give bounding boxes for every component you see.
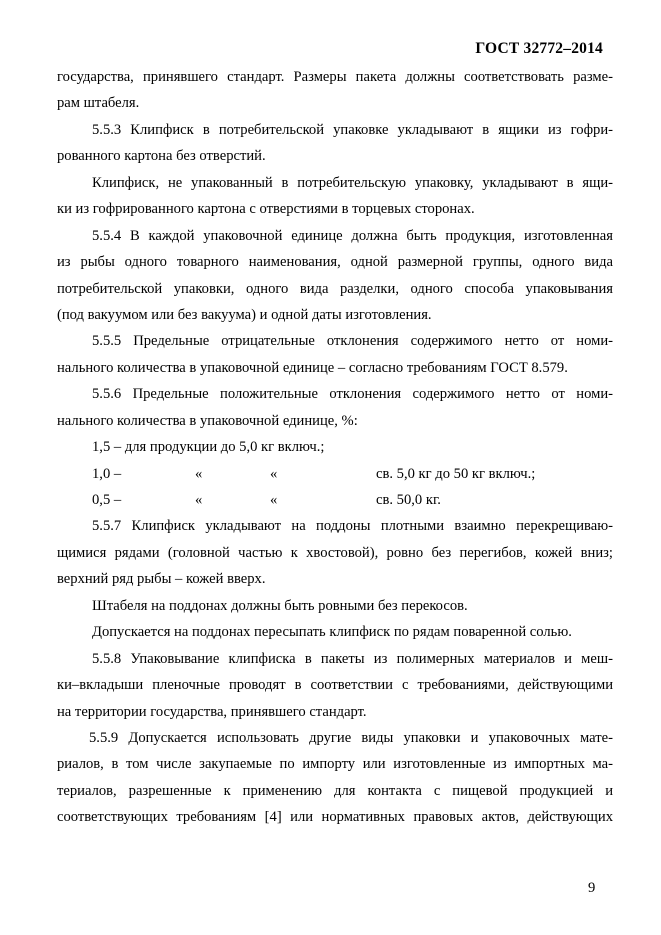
text-line: Клипфиск, не упакованный в потребительскую упаковку, укладывают в ящи- [92,174,613,191]
text-line: ки–вкладыши пленочные проводят в соответствии с требованиями, действующими [57,677,613,694]
text-line: 5.5.3 Клипфиск в потребительской упаковке укладывают в ящики из гофри- [92,121,613,138]
text-line: 1,5 – для продукции до 5,0 кг включ.; [92,439,325,456]
weight-range: св. 5,0 кг до 50 кг включ.; [376,465,536,482]
ditto-mark: « [270,492,278,508]
text-line: нального количества в упаковочной единице, %: [57,412,358,429]
text-line: Штабеля на поддонах должны быть ровными без перекосов. [92,597,468,614]
document-header: ГОСТ 32772–2014 [475,40,603,57]
tolerance-row [57,461,613,487]
text-line: потребительской упаковки, одного вида разделки, одного способа упаковывания [57,280,613,297]
text-line: 5.5.7 Клипфиск укладывают на поддоны плотными взаимно перекрещиваю- [92,518,613,535]
text-line: Допускается на поддонах пересыпать клипфиск по рядам поваренной солью. [92,624,572,641]
text-line: государства, принявшего стандарт. Размеры пакета должны соответствовать разме- [57,69,613,85]
text-line: 5.5.5 Предельные отрицательные отклонения содержимого нетто от номи- [92,333,613,350]
text-line: рам штабеля. [57,95,140,112]
ditto-mark: « [195,465,203,482]
text-line: из рыбы одного товарного наименования, одной размерной группы, одного вида [57,254,613,271]
ditto-mark: « [270,465,278,482]
text-line: на территории государства, принявшего стандарт. [57,703,367,720]
text-line: 5.5.9 Допускается использовать другие виды упаковки и упаковочных мате- [89,729,613,746]
text-line: щимися рядами (головной частью к хвостовой), ровно без перегибов, кожей вниз; [57,544,613,561]
text-line: нального количества в упаковочной единице – согласно требованиям ГОСТ 8.579. [57,359,568,376]
page-number: 9 [588,880,596,896]
text-line: верхний ряд рыбы – кожей вверх. [57,571,266,588]
text-line: риалов, в том числе закупаемые по импорту или изготовленные из импортных ма- [57,756,613,773]
text-line: 5.5.4 В каждой упаковочной единице должна быть продукция, изготовленная [92,227,613,244]
text-line: 5.5.8 Упаковывание клипфиска в пакеты из полимерных материалов и меш- [92,650,613,667]
text-line: териалов, разрешенные к применению для контакта с пищевой продукцией и [57,782,613,799]
tolerance-value: 1,0 – [92,465,122,482]
tolerance-row [57,487,613,513]
text-line: (под вакуумом или без вакуума) и одной даты изготовления. [57,306,432,323]
text-line: соответствующих требованиям [4] или нормативных правовых актов, действующих [57,809,613,826]
weight-range: св. 50,0 кг. [376,492,441,508]
text-line: 5.5.6 Предельные положительные отклонения содержимого нетто от номи- [92,386,613,403]
tolerance-value: 0,5 – [92,492,122,508]
ditto-mark: « [195,492,203,508]
text-line: ки из гофрированного картона с отверстиями в торцевых сторонах. [57,201,475,218]
text-line: рованного картона без отверстий. [57,148,266,165]
document-body [57,64,613,831]
